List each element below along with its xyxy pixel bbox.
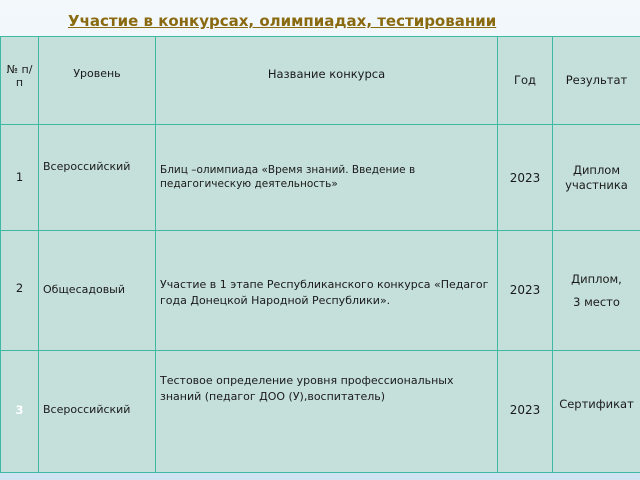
table-header-row xyxy=(1,37,640,125)
header-level: Уровень xyxy=(39,37,156,125)
header-year: Год xyxy=(498,37,553,125)
page-title: Участие в конкурсах, олимпиадах, тестировании xyxy=(68,12,497,30)
row-num: 1 xyxy=(1,125,39,231)
row-result: Диплом участника xyxy=(553,125,640,231)
row-result xyxy=(553,231,640,351)
row-name: Блиц –олимпиада «Время знаний. Введение в педагогическую деятельность» xyxy=(156,125,498,231)
header-name: Название конкурса xyxy=(156,37,498,125)
row-level: Всероссийский xyxy=(39,351,156,473)
row-year: 2023 xyxy=(498,351,553,473)
row-level: Общесадовый xyxy=(39,231,156,351)
row-name: Участие в 1 этапе Республиканского конкурса «Педагог года Донецкой Народной Республики». xyxy=(156,231,498,351)
row-num: 2 xyxy=(1,231,39,351)
row-num: 3 xyxy=(1,351,39,473)
row-name: Тестовое определение уровня профессиональных знаний (педагог ДОО (У),воспитатель) xyxy=(156,351,498,473)
row-year: 2023 xyxy=(498,231,553,351)
row-year: 2023 xyxy=(498,125,553,231)
table-row xyxy=(1,125,640,231)
row-result: Сертификат xyxy=(553,351,640,473)
row-level: Всероссийский xyxy=(39,125,156,231)
row-result-line-1: Диплом, xyxy=(571,272,622,286)
row-result-line-2: 3 место xyxy=(573,295,620,309)
header-num: № п/п xyxy=(1,37,39,125)
table-row xyxy=(1,231,640,351)
competitions-table xyxy=(0,36,640,473)
header-result: Результат xyxy=(553,37,640,125)
table-row xyxy=(1,351,640,473)
